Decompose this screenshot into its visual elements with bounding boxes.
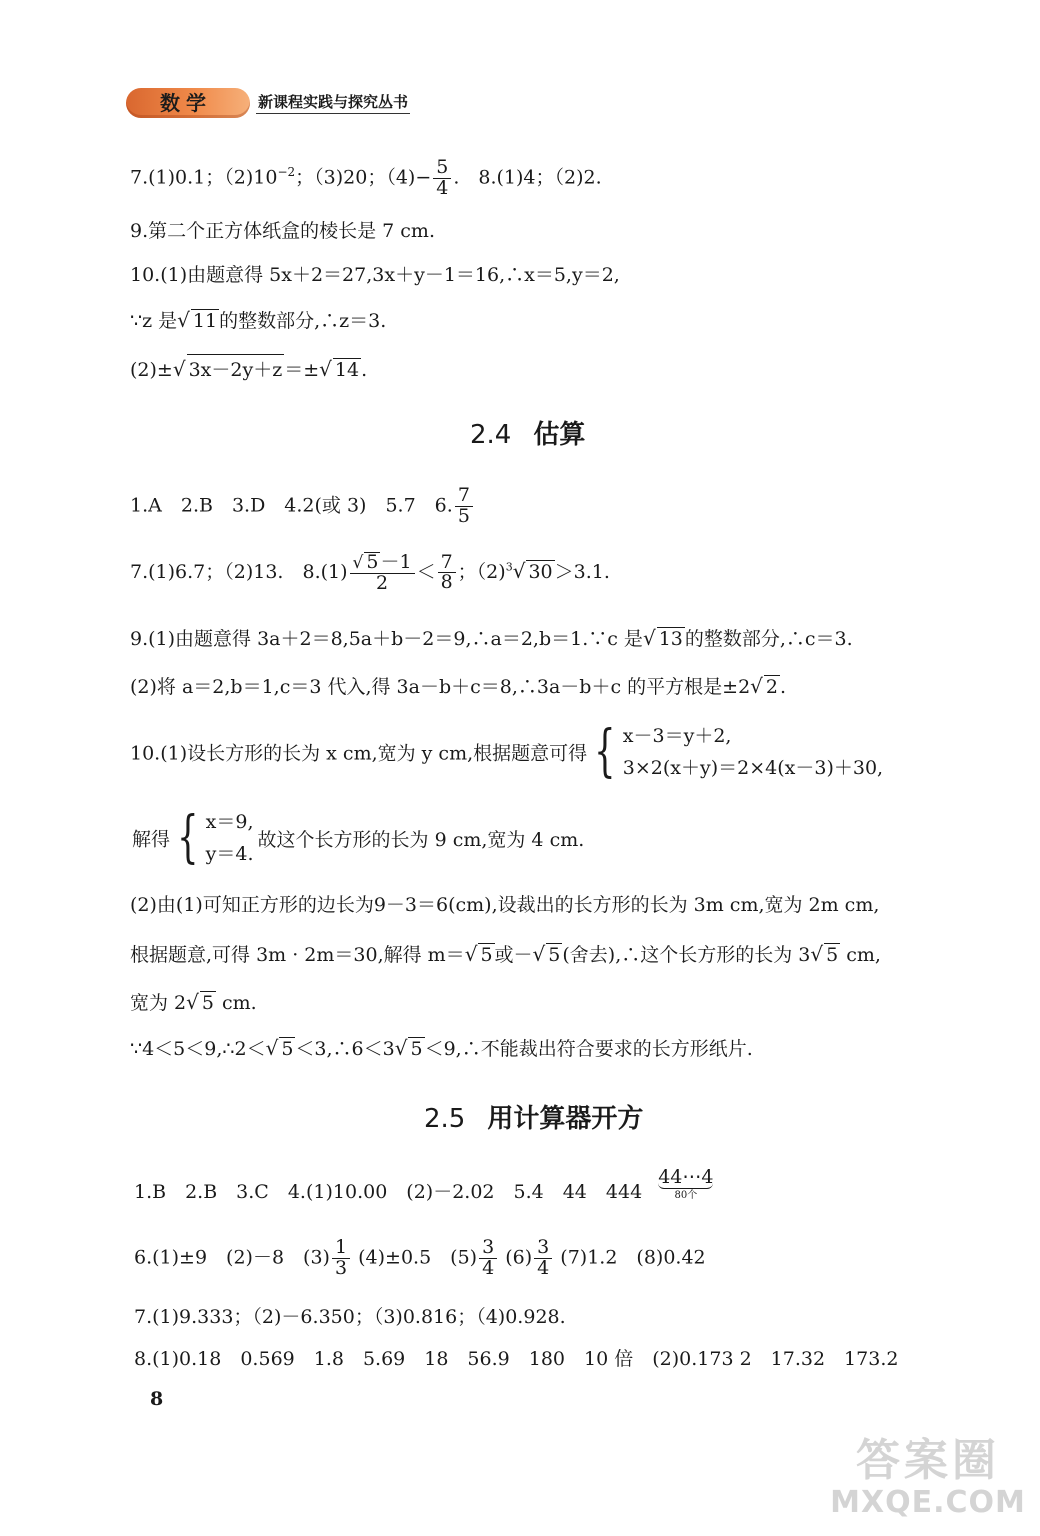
s24-answer-q1-q6: 1.A 2.B 3.D 4.2(或 3) 5.7 6. $\frac{7}{5}$ <box>130 486 475 527</box>
left-brace: { <box>177 805 199 870</box>
series-title: 新课程实践与探究丛书 <box>258 93 409 111</box>
s24-answer-q10-5: ∵4＜5＜9,∴2＜√ 5 ＜3,∴6＜3√ 5 ＜9,∴不能裁出符合要求的长方形纸片. <box>130 1036 753 1060</box>
watermark-logo: 答案圈 MXQE.COM <box>830 1435 1026 1520</box>
s24-answer-q10-3: 根据题意,可得 3m · 2m＝30,解得 m＝√ 5 或－√ 5 (舍去),∴这个长方形的长为 3√ 5 cm, <box>130 942 881 966</box>
s25-answer-q7: 7.(1)9.333；（2)－6.350；（3)0.816；（4)0.928. <box>134 1306 566 1328</box>
series-underline <box>256 113 410 114</box>
equation-system: x－3＝y＋2, 3×2(x＋y)＝2×4(x－3)＋30, <box>622 725 884 779</box>
s24-answer-q10-1: 10.(1)设长方形的长为 x cm,宽为 y cm,根据题意可得 { x－3＝y＋2, 3×2(x＋y)＝2×4(x－3)＋30, <box>130 719 884 784</box>
fraction: $\frac{7}{8}$ <box>438 553 456 594</box>
s25-answer-q8: 8.(1)0.18 0.569 1.8 5.69 18 56.9 180 10 倍 (2)0.173 2 17.32 173.2 <box>134 1348 899 1370</box>
answer-line-q7-q8: 7.(1)0.1；$(2)10^{-2}$；（3)20；（4)− $\frac{5}{4}$ . 8.(1)4；（2)2. <box>130 156 602 199</box>
fraction: $\frac{3}{4}$ <box>479 1238 497 1279</box>
answer-line-q10-1: 10.(1)由题意得 5x＋2＝27,3x＋y－1＝16,∴x＝5,y＝2, <box>130 264 620 286</box>
s25-answer-q6: 6.(1)±9 (2)－8 (3) $\frac{1}{3}$ (4)±0.5 (5) $\frac{3}{4}$ (6) $\frac{3}{4}$ (7)1.2 (8)0.42 <box>134 1236 706 1279</box>
fraction: $\frac{5}{4}$ <box>433 158 451 199</box>
answer-line-q10-2: ∵z 是√ 11 的整数部分,∴z＝3. <box>130 308 387 332</box>
section-heading-2-4: 2.4 估算 <box>470 420 586 450</box>
answer-line-q10-3: (2)±√ 3x－2y＋z ＝±√ 14 . <box>130 354 367 382</box>
repeated-digits: 44⋯4 80个 <box>658 1166 714 1201</box>
left-brace: { <box>594 719 616 784</box>
fraction: $\frac{1}{3}$ <box>332 1238 350 1279</box>
s24-answer-q9-2: (2)将 a＝2,b＝1,c＝3 代入,得 3a－b＋c＝8,∴3a－b＋c 的平方根是±2√ 2 . <box>130 674 787 698</box>
s24-answer-q10-solution: 解得 { x＝9, y＝4. 故这个长方形的长为 9 cm,宽为 4 cm. <box>132 805 585 870</box>
s24-answer-q7-q8: 7.(1)6.7；（2)13. 8.(1) $\frac{√ 5 -1}{2}$ ＜ $\frac{7}{8}$ ；（2)$^3$√ 30 ＞3.1. <box>130 550 610 594</box>
fraction: $\frac{√ 5 -1}{2}$ <box>350 552 415 594</box>
page-number: 8 <box>150 1388 164 1410</box>
fraction: $\frac{7}{5}$ <box>455 486 473 527</box>
s24-answer-q9-1: 9.(1)由题意得 3a＋2＝8,5a＋b－2＝9,∴a＝2,b＝1.∵c 是√ 13 的整数部分,∴c＝3. <box>130 626 853 650</box>
s25-answer-q1-q5: 1.B 2.B 3.C 4.(1)10.00 (2)－2.02 5.4 44 444 44⋯4 80个 <box>134 1166 714 1203</box>
fraction: $\frac{3}{4}$ <box>534 1238 552 1279</box>
s24-answer-q10-2: (2)由(1)可知正方形的边长为9－3＝6(cm),设裁出的长方形的长为 3m cm,宽为 2m cm, <box>130 894 880 916</box>
s24-answer-q10-4: 宽为 2√ 5 cm. <box>130 990 257 1014</box>
solution-system: x＝9, y＝4. <box>205 811 254 865</box>
section-heading-2-5: 2.5 用计算器开方 <box>424 1104 644 1134</box>
answer-line-q9: 9.第二个正方体纸盒的棱长是 7 cm. <box>130 220 435 242</box>
subject-badge-label: 数学 <box>160 91 212 115</box>
